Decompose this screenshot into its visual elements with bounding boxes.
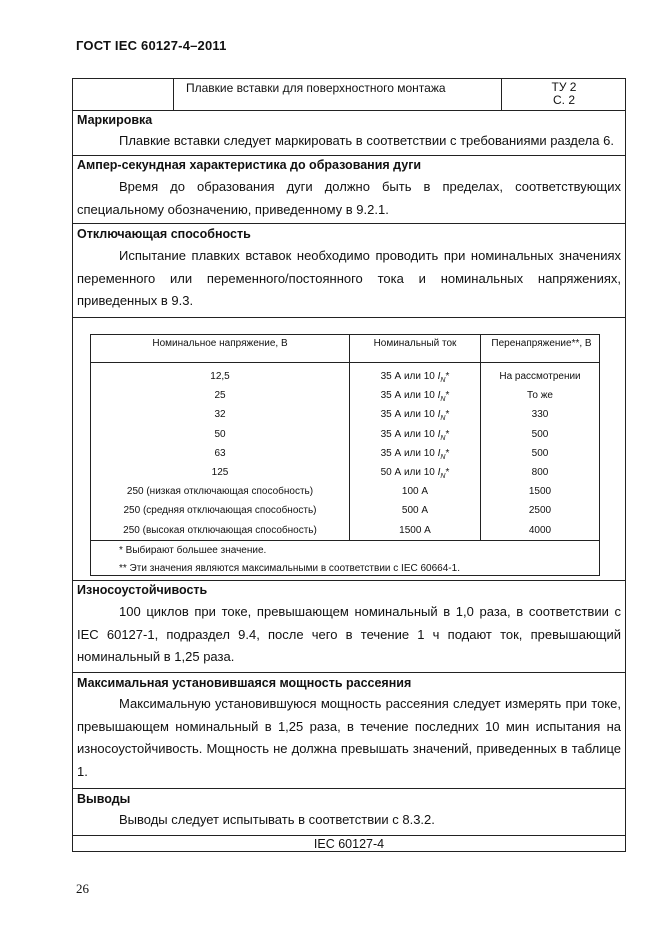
table-cell-overvoltage: 330 xyxy=(531,409,549,421)
current-symbol: I xyxy=(437,447,441,459)
divider xyxy=(73,317,625,318)
section-text-terminals: Выводы следует испытывать в соответствии с 8.3.2. xyxy=(119,812,435,827)
document-code: ГОСТ IEC 60127-4–2011 xyxy=(76,38,227,53)
section-text-endurance: 100 циклов при токе, превышающем номинальный в 1,0 раза, в соответствии с IEC 60127-1, подраздел 9.4, после чего в течение 1 ч подают ток, превышающий номинальный в 1,25 раза. xyxy=(77,604,621,664)
current-prefix: 50 А или 10 xyxy=(380,467,438,478)
voltage-table xyxy=(90,334,600,576)
table-cell-voltage: 250 (средняя отключающая способность) xyxy=(123,505,317,517)
divider xyxy=(73,672,625,673)
current-subscript: N xyxy=(440,396,446,404)
header-ref-line2: С. 2 xyxy=(552,93,575,107)
current-prefix: 500 А xyxy=(401,505,429,517)
section-title-terminals: Выводы xyxy=(77,792,131,806)
current-prefix: 35 А или 10 xyxy=(380,447,438,459)
table-cell-current xyxy=(350,463,480,482)
section-text-breaking: Испытание плавких вставок необходимо проводить при номинальных значениях переменного или переменного/постоянного тока и номинальных напряжениях, приведенных в 9.3. xyxy=(77,248,621,308)
section-text-power: Максимальную установившуюся мощность рассеяния следует измерять при токе, превышающем номинальный в 1,25 раза, в течение последних 10 мин испытания на износоустойчивость. Мощность не должна превышать значений, приведенных в таблице 1. xyxy=(77,696,621,779)
table-header-divider xyxy=(91,362,599,363)
table-cell-voltage: 50 xyxy=(214,428,226,440)
current-suffix: * xyxy=(445,409,450,421)
current-prefix: 35 А или 10 xyxy=(380,409,438,421)
current-prefix: 35 А или 10 xyxy=(380,428,438,440)
table-cell-voltage: 12,5 xyxy=(210,371,230,382)
current-prefix: 1500 А xyxy=(399,524,431,536)
section-title-breaking: Отключающая способность xyxy=(77,227,251,241)
current-prefix: 35 А или 10 xyxy=(380,371,438,382)
table-header-current: Номинальный ток xyxy=(373,338,457,349)
table-cell-voltage: 25 xyxy=(214,390,226,402)
header-title: Плавкие вставки для поверхностного монтажа xyxy=(174,79,502,110)
page-number: 26 xyxy=(76,881,89,896)
current-subscript: N xyxy=(440,473,446,480)
section-text-marking: Плавкие вставки следует маркировать в соответствии с требованиями раздела 6. xyxy=(119,133,614,148)
current-suffix: * xyxy=(445,390,450,402)
current-suffix: * xyxy=(445,467,450,478)
table-cell-overvoltage: На рассмотрении xyxy=(499,371,581,382)
table-body-divider xyxy=(91,540,599,541)
current-symbol: I xyxy=(437,428,441,440)
header-empty-cell xyxy=(73,79,174,110)
table-cell-current xyxy=(350,405,480,424)
table-cell-voltage: 250 (низкая отключающая способность) xyxy=(126,486,314,498)
table-footnote-1: * Выбирают большее значение. xyxy=(119,545,267,556)
section-text-arc: Время до образования дуги должно быть в пределах, соответствующих специальному обозначению, приведенному в 9.2.1. xyxy=(77,179,621,217)
table-cell-voltage: 125 xyxy=(211,467,229,478)
form-frame xyxy=(72,78,626,852)
table-cell-current xyxy=(350,367,480,386)
current-prefix: 100 А xyxy=(401,486,429,498)
table-cell-overvoltage: 800 xyxy=(531,467,549,478)
section-title-arc: Ампер-секундная характеристика до образования дуги xyxy=(77,158,422,172)
divider xyxy=(73,788,625,789)
current-suffix: * xyxy=(445,371,450,382)
table-cell-overvoltage: 500 xyxy=(531,447,549,459)
form-header-row xyxy=(73,79,625,111)
table-cell-overvoltage: 500 xyxy=(531,428,549,440)
current-symbol: I xyxy=(437,467,441,478)
current-subscript: N xyxy=(440,377,446,384)
table-header-overvoltage: Перенапряжение**, В xyxy=(491,338,592,349)
section-title-endurance: Износоустойчивость xyxy=(77,583,208,597)
table-cell-voltage: 32 xyxy=(214,409,226,421)
table-cell-overvoltage: 1500 xyxy=(528,486,552,498)
current-subscript: N xyxy=(440,434,446,442)
current-suffix: * xyxy=(445,428,450,440)
footer-cell: IEC 60127-4 xyxy=(313,837,385,851)
table-footnote-2: ** Эти значения являются максимальными в соответствии с IEC 60664-1. xyxy=(119,563,460,574)
current-suffix: * xyxy=(445,447,450,459)
header-ref-line1: ТУ 2 xyxy=(551,80,577,94)
divider xyxy=(73,223,625,224)
table-cell-current xyxy=(350,386,480,405)
current-subscript: N xyxy=(440,453,446,461)
table-header-voltage: Номинальное напряжение, В xyxy=(152,338,288,349)
current-symbol: I xyxy=(437,409,441,421)
current-symbol: I xyxy=(437,371,441,382)
table-cell-voltage: 63 xyxy=(214,447,226,459)
current-subscript: N xyxy=(440,415,446,423)
table-cell-current xyxy=(350,425,480,444)
table-cell-voltage: 250 (высокая отключающая способность) xyxy=(123,524,317,536)
table-cell-current xyxy=(350,521,480,540)
table-cell-overvoltage: То же xyxy=(527,390,553,402)
section-title-power: Максимальная установившаяся мощность рассеяния xyxy=(77,676,412,690)
current-prefix: 35 А или 10 xyxy=(380,390,438,402)
table-cell-current xyxy=(350,444,480,463)
table-cell-current xyxy=(350,482,480,501)
table-cell-overvoltage: 4000 xyxy=(528,524,552,536)
section-title-marking: Маркировка xyxy=(77,113,153,127)
header-ref xyxy=(503,79,625,110)
table-cell-current xyxy=(350,501,480,520)
table-cell-overvoltage: 2500 xyxy=(528,505,552,517)
current-symbol: I xyxy=(437,390,441,402)
